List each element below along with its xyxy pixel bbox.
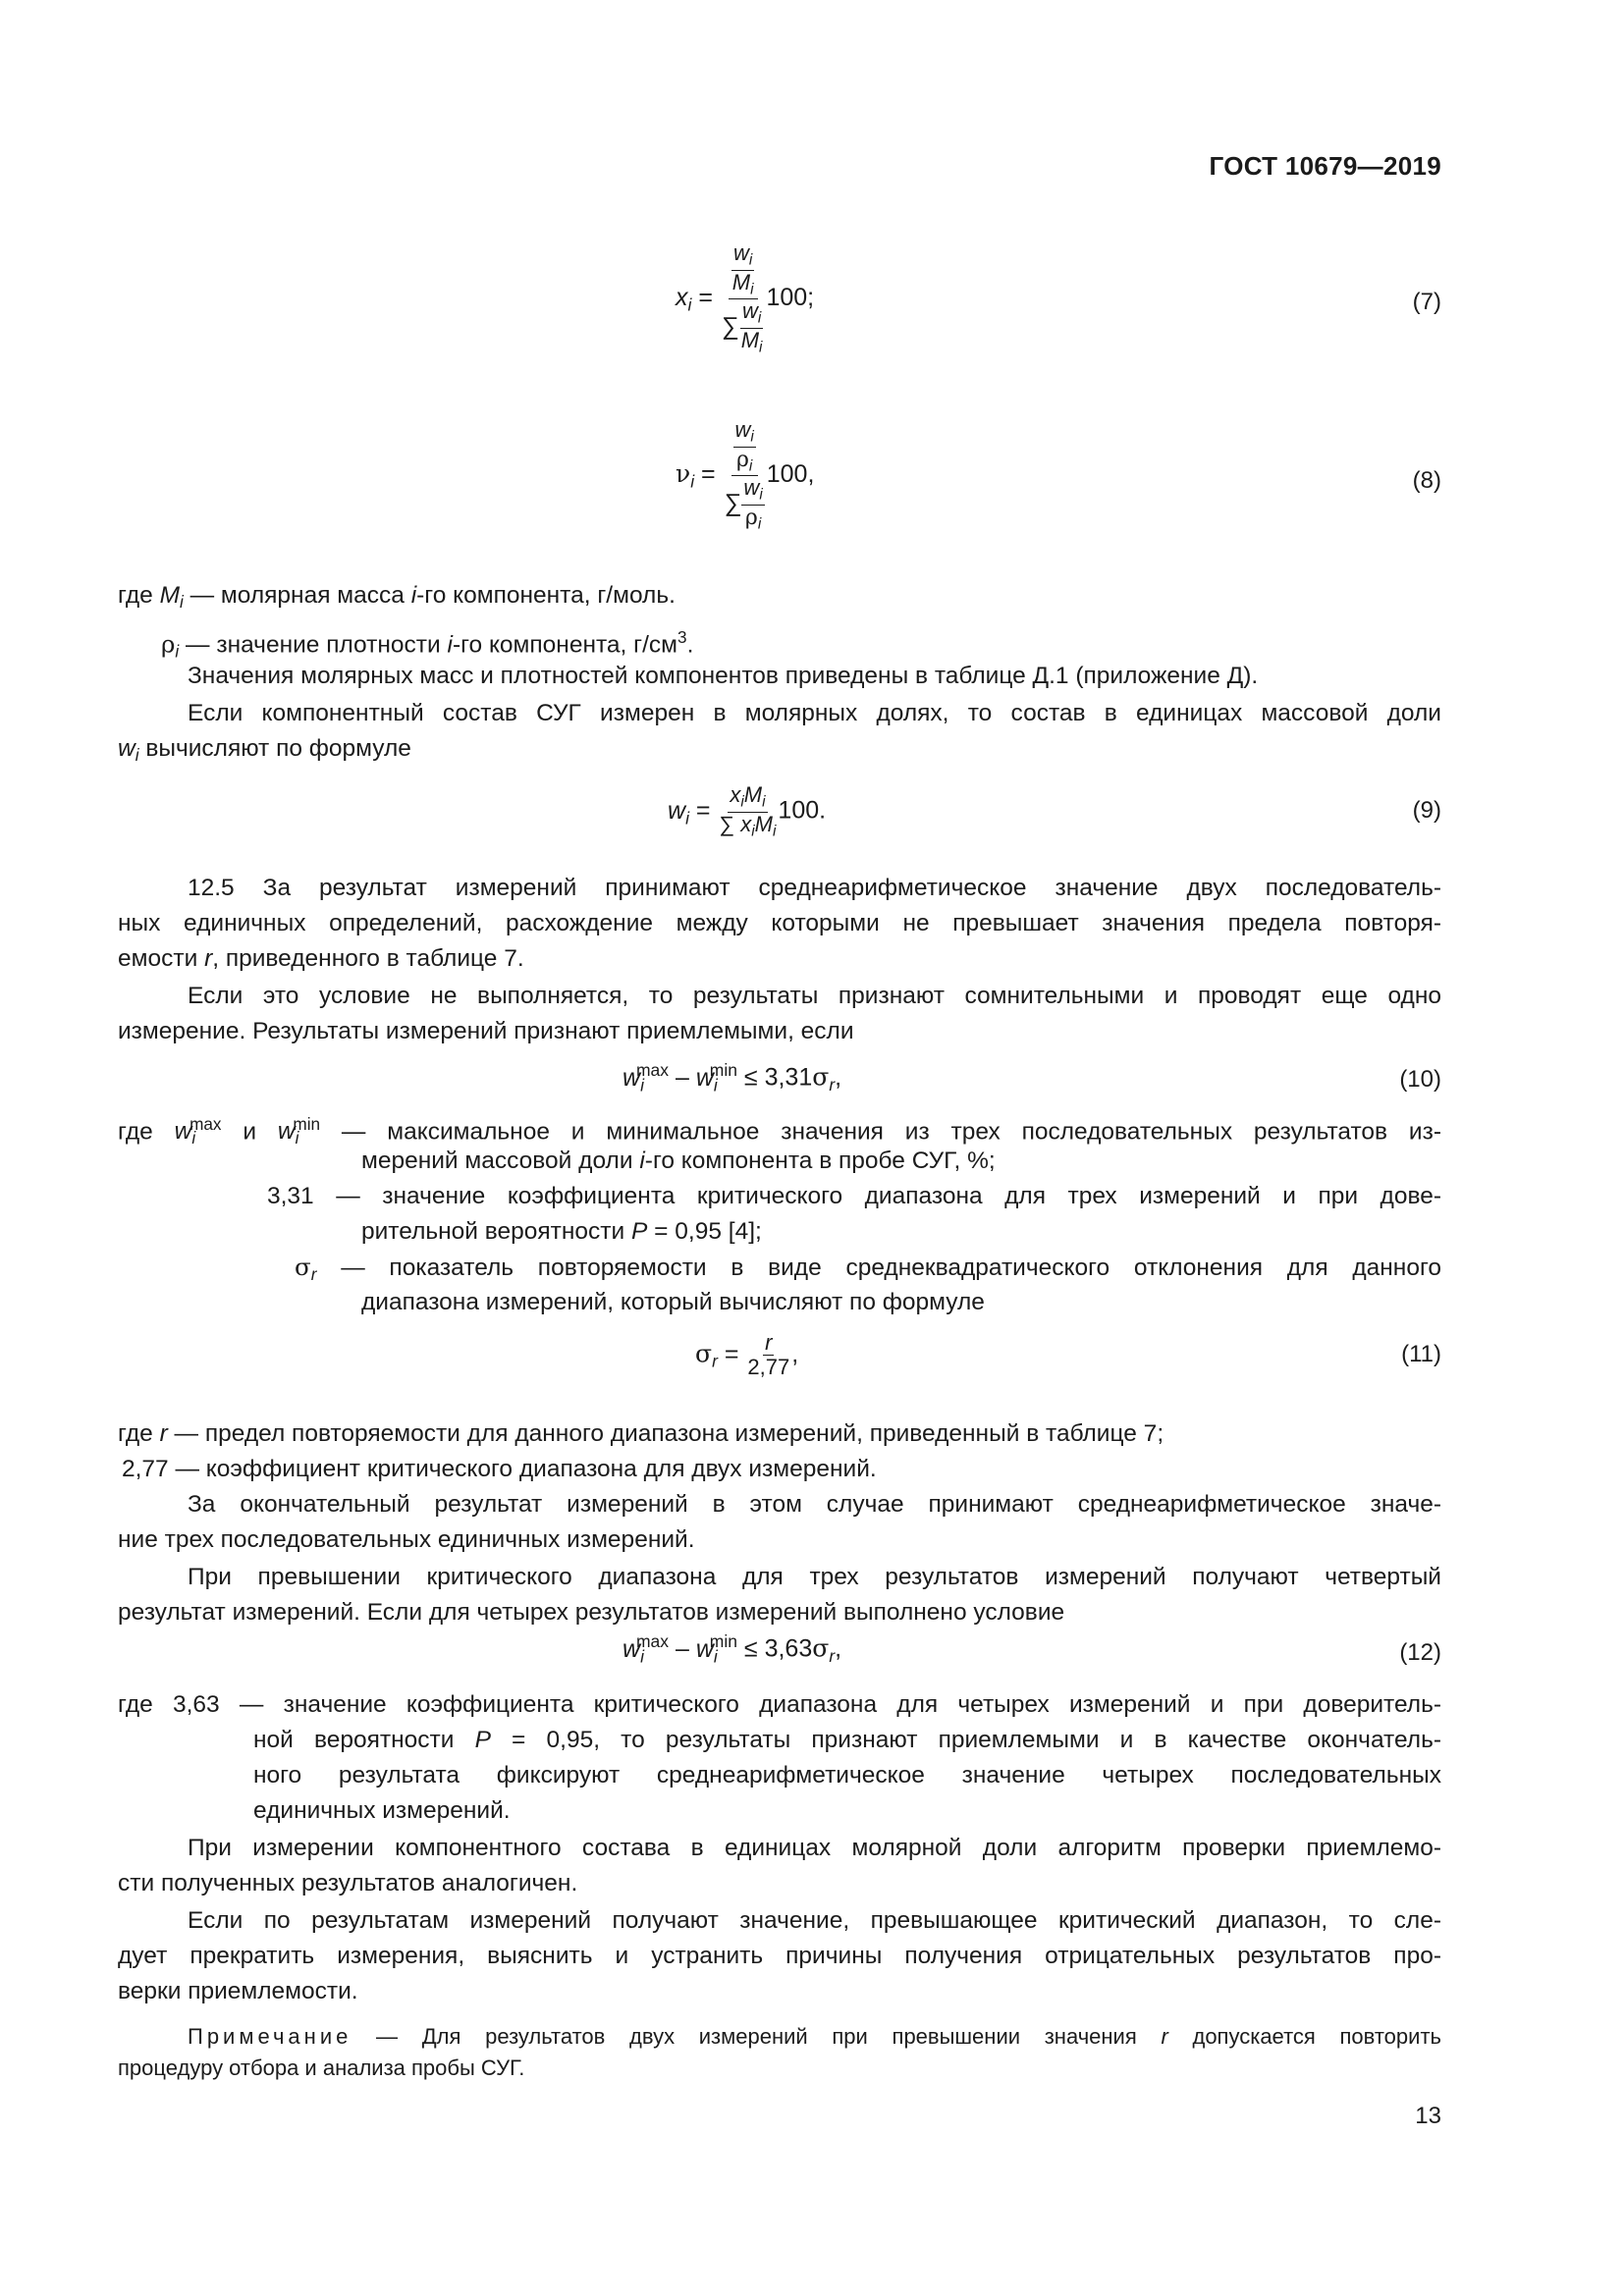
equation-9-number: (9): [1412, 797, 1441, 824]
paragraph-molar-1: При измерении компонентного состава в единицах молярной доли алгоритм проверки приемлемо-: [188, 1835, 1441, 1861]
definition-sigma-1: $\sigma_r$ — показатель повторяемости в виде среднеквадратического отклонения для данного: [295, 1253, 1441, 1285]
paragraph-fourth-2: результат измерений. Если для четырех результатов измерений выполнено условие: [118, 1599, 1065, 1626]
equation-12: $w_i^{max} - w_i^{min} \le 3,63\sigma_r$,: [623, 1631, 842, 1666]
definition-sigma-2: диапазона измерений, который вычисляют по формуле: [361, 1289, 985, 1315]
definition-277: 2,77 — коэффициент критического диапазона для двух измерений.: [122, 1456, 877, 1482]
paragraph-exceed-2: дует прекратить измерения, выяснить и устранить причины получения отрицательных результатов про-: [118, 1943, 1441, 1969]
definition-331-2: рительной вероятности P = 0,95 [4];: [361, 1218, 762, 1245]
equation-9: $w_i$ = $\frac{x_iM_i}{\sum x_iM_i}$ 100.: [668, 782, 827, 840]
note-line2: процедуру отбора и анализа пробы СУГ.: [118, 2056, 525, 2080]
paragraph-exceed-3: верки приемлемости.: [118, 1978, 358, 2004]
definition-331-1: 3,31 — значение коэффициента критического диапазона для трех измерений и при дове-: [267, 1183, 1441, 1209]
equation-11: $\sigma_r$ = $\frac{r}{2,77}$ ,: [695, 1330, 799, 1380]
definition-r: где r — предел повторяемости для данного диапазона измерений, приведенный в таблице 7;: [118, 1420, 1164, 1447]
paragraph-12-5-line3: емости r, приведенного в таблице 7.: [118, 945, 524, 972]
paragraph-fourth-1: При превышении критического диапазона для трех результатов измерений получают четвертый: [188, 1564, 1441, 1590]
definition-wmax-2: мерений массовой доли i-го компонента в пробе СУГ, %;: [361, 1148, 996, 1174]
page-number: 13: [1415, 2103, 1441, 2129]
definition-rho: $\rho_i$ — значение плотности i-го компонента, $г/см^3$.: [161, 627, 694, 662]
paragraph-12-5-line1: 12.5 За результат измерений принимают среднеарифметическое значение двух последователь-: [188, 875, 1441, 901]
paragraph-molar-masses: Значения молярных масс и плотностей компонентов приведены в таблице Д.1 (приложение Д).: [188, 663, 1259, 689]
document-header: ГОСТ 10679—2019: [1209, 151, 1441, 181]
paragraph-final-2: ние трех последовательных единичных измерений.: [118, 1526, 695, 1553]
definition-363-2: ной вероятности P = 0,95, то результаты признают приемлемыми и в качестве окончатель-: [253, 1727, 1442, 1753]
equation-11-number: (11): [1401, 1341, 1441, 1367]
paragraph-condition-1: Если это условие не выполняется, то результаты признают сомнительными и проводят еще одно: [188, 983, 1441, 1009]
note-line1: Примечание — Для результатов двух измерений при превышении значения r допускается повторить: [188, 2024, 1441, 2049]
equation-12-number: (12): [1399, 1639, 1441, 1666]
paragraph-final-1: За окончательный результат измерений в этом случае принимают среднеарифметическое значе-: [188, 1491, 1441, 1518]
definition-363-4: единичных измерений.: [253, 1797, 511, 1824]
definition-wmax-1: где $w_i^{max}$ и $w_i^{min}$ — максимальное и минимальное значения из трех последовательных результатов из-: [118, 1114, 1441, 1148]
equation-8: $\nu_i$ = $\frac{w_i}{\rho_i}$ ∑ $\frac{w_i}{\rho_i}$ 100,: [676, 417, 815, 533]
paragraph-molar-2: сти полученных результатов аналогичен.: [118, 1870, 578, 1896]
paragraph-12-5-line2: ных единичных определений, расхождение между которыми не превышает значения предела повторя-: [118, 910, 1441, 936]
definition-363-1: где 3,63 — значение коэффициента критического диапазона для четырех измерений и при доверитель-: [118, 1691, 1441, 1718]
paragraph-composition-1: Если компонентный состав СУГ измерен в молярных долях, то состав в единицах массовой доли: [188, 700, 1441, 726]
paragraph-condition-2: измерение. Результаты измерений признают приемлемыми, если: [118, 1018, 854, 1044]
paragraph-exceed-1: Если по результатам измерений получают значение, превышающее критический диапазон, то сле-: [188, 1907, 1441, 1934]
equation-7: $x_i$ = $\frac{w_i}{M_i}$ ∑ $\frac{w_i}{M_i}$ 100;: [676, 240, 815, 356]
definition-M: где $M_i$ — молярная масса i-го компонента, г/моль.: [118, 582, 676, 613]
equation-7-number: (7): [1412, 289, 1441, 315]
equation-10: $w_i^{max} - w_i^{min} \le 3,31\sigma_r$,: [623, 1060, 842, 1095]
definition-363-3: ного результата фиксируют среднеарифметическое значение четырех последовательных: [253, 1762, 1441, 1789]
equation-8-number: (8): [1412, 467, 1441, 494]
paragraph-composition-2: $w_i$ вычисляют по формуле: [118, 735, 411, 766]
equation-10-number: (10): [1399, 1066, 1441, 1093]
